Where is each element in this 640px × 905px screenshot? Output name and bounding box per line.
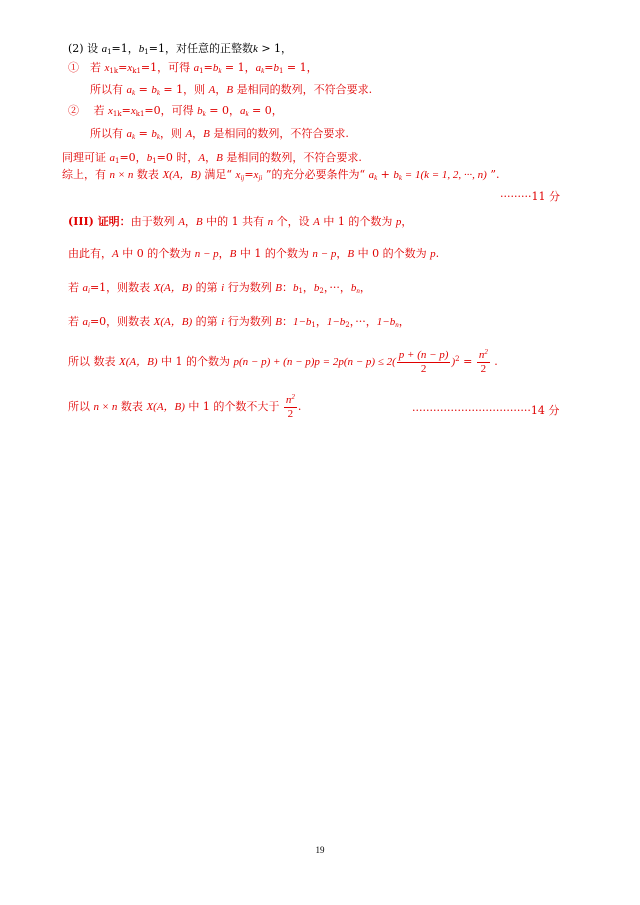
line-ai-equals-0: 若 $a_i=0$，则数表 X(A，B) 的第 i 行为数列 B：$1-b_1$，$1-b_2$，···，$1-b_n$，: [68, 315, 410, 329]
fraction-n2-over-2: $\frac{n^2}{2}$: [478, 347, 488, 375]
line-part3-proof: (III) 证明：由于数列 A，B 中的 1 共有 n 个，设 A 中 1 的个数为 p，: [68, 215, 413, 228]
line-final-conclusion: 所以 n × n 数表 X(A，B) 中 1 的个数不大于 $\frac{n^2}{2}$ .: [68, 392, 302, 420]
line-summary: 综上，有 n × n 数表 X(A，B) 满足“ $x_{ij}=x_{ji}$ ”的充分必要条件为“ $a_k + b_k = 1(k = 1$, 2, ···, n) ”.: [62, 168, 500, 182]
line-ai-equals-1: 若 $a_i=1$，则数表 X(A，B) 的第 i 行为数列 B：$b_1$，$b_2$，···，$b_n$，: [68, 281, 371, 295]
line-case-2: ② 若 $x_{1k}=x_{k1}=0$，可得 $b_k = 0$，$a_k = 0$，: [68, 104, 283, 118]
score-14: ··································14 分: [412, 404, 560, 417]
line-case-1-conclusion: 所以有 $a_k = b_k = 1$，则 A，B 是相同的数列，不符合要求.: [90, 83, 373, 97]
line-case-1: ① 若 $x_{1k}=x_{k1}=1$，可得 $a_1=b_k = 1$，$a_k=b_1 = 1$，: [68, 61, 318, 75]
line-part2-intro: (2) 设 $a_1=1$，$b_1=1$，对任意的正整数k > 1，: [68, 42, 293, 56]
fraction-n2-over-2-final: $\frac{n^2}{2}$: [285, 392, 295, 420]
line-similarly: 同理可证 $a_1=0$，$b_1=0$ 时，A，B 是相同的数列，不符合要求.: [62, 151, 362, 165]
fraction-p-sum: $\frac{p + (n - p)}{2}$: [398, 348, 449, 375]
score-11: ·········11 分: [500, 190, 560, 203]
line-count-formula: 所以 数表 X(A，B) 中 1 的个数为 p(n − p) + (n − p)p = 2p(n − p) ≤ 2( $\frac{p + (n - p)}{2}$ )$^2$ = $\frac{n^2}{2}$ .: [68, 347, 498, 375]
page-number: 19: [315, 845, 325, 855]
line-case-2-conclusion: 所以有 $a_k = b_k$，则 A，B 是相同的数列，不符合要求.: [90, 127, 349, 141]
line-zero-counts: 由此有，A 中 0 的个数为 n − p，B 中 1 的个数为 n − p，B 中 0 的个数为 p.: [68, 247, 440, 260]
